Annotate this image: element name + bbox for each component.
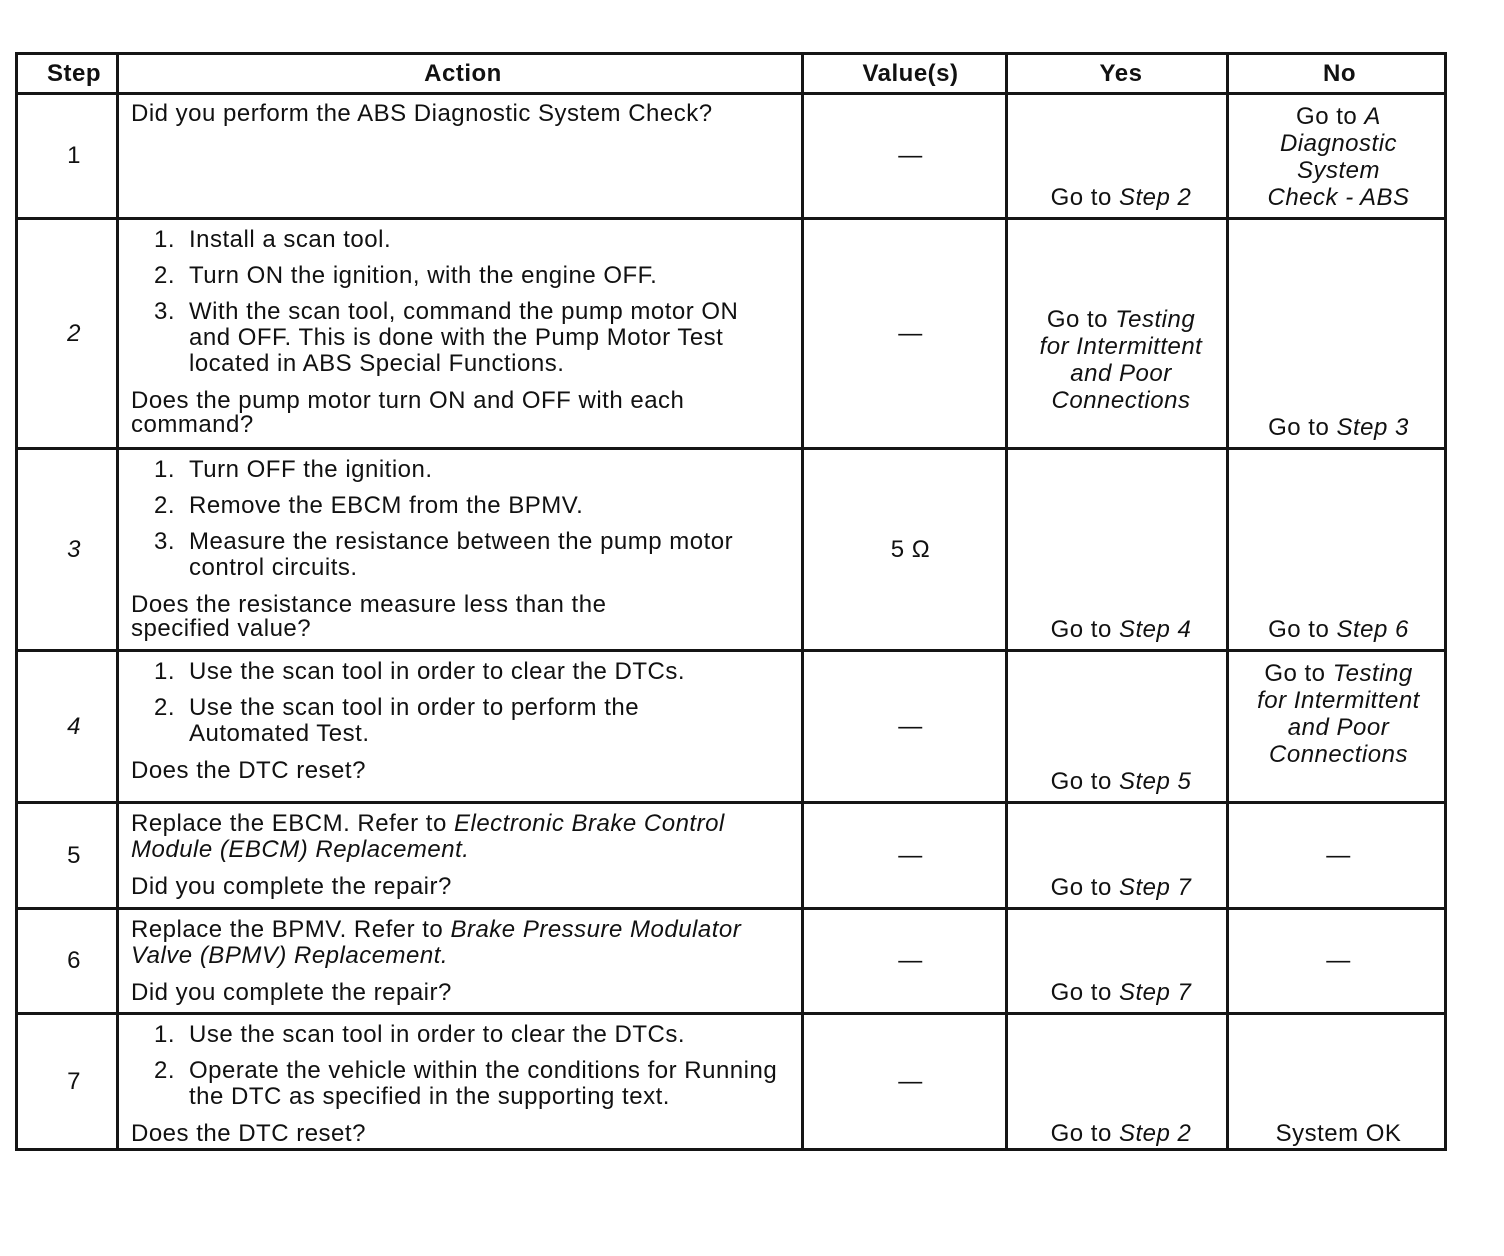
step-3-no xyxy=(1229,450,1444,649)
no-instruction xyxy=(1268,616,1409,643)
goto-prefix: Go to xyxy=(1050,874,1112,901)
text-line: Remove the EBCM from the BPMV. xyxy=(189,492,584,519)
step-reference: Step 7 xyxy=(1118,979,1192,1006)
goto-prefix: Go to xyxy=(1050,979,1112,1006)
list-text xyxy=(189,227,391,253)
question-line: Does the DTC reset? xyxy=(131,757,366,784)
goto-prefix: Go to xyxy=(1268,414,1330,441)
procedure-reference: Electronic Brake Control xyxy=(453,810,725,837)
list-item xyxy=(154,299,793,377)
list-item xyxy=(154,493,793,519)
step-6-question xyxy=(131,981,793,1005)
step-2-yes xyxy=(1008,220,1226,447)
step-6-number: 6 xyxy=(18,910,116,1012)
question-line: Does the resistance measure less than the xyxy=(131,591,607,618)
text-line: the DTC as specified in the supporting text. xyxy=(189,1083,670,1110)
step-reference: Step 5 xyxy=(1118,768,1192,795)
list-text xyxy=(189,1022,685,1048)
step-7-list xyxy=(131,1022,793,1110)
step-2-value: — xyxy=(804,220,1005,447)
step-5-instruction xyxy=(131,811,793,863)
goto-prefix: Go to xyxy=(1296,103,1358,130)
step-2-action xyxy=(119,220,801,447)
yes-instruction xyxy=(1051,874,1192,901)
yes-instruction xyxy=(1051,768,1192,795)
step-2-list xyxy=(131,227,793,377)
text-line xyxy=(131,943,793,969)
list-number: 1. xyxy=(154,658,176,685)
text-line: Turn ON the ignition, with the engine OFF. xyxy=(189,262,658,289)
list-text xyxy=(189,659,685,685)
list-item xyxy=(154,695,793,747)
list-number: 3. xyxy=(154,298,176,325)
step-5-no: — xyxy=(1229,804,1444,907)
step-2-question xyxy=(131,389,793,437)
yes-instruction xyxy=(1051,979,1192,1006)
text-line: Install a scan tool. xyxy=(189,226,392,253)
question-line: Did you complete the repair? xyxy=(131,979,452,1006)
question-line: Did you complete the repair? xyxy=(131,873,452,900)
list-item xyxy=(154,1022,793,1048)
step-3-number: 3 xyxy=(18,450,116,649)
text-line xyxy=(131,811,793,837)
header-no: No xyxy=(1229,55,1444,92)
step-7-value: — xyxy=(804,1015,1005,1148)
step-6-action xyxy=(119,910,801,1012)
step-3-question xyxy=(131,593,793,641)
question-line: command? xyxy=(131,411,254,438)
goto-prefix: Go to xyxy=(1050,768,1112,795)
no-instruction xyxy=(1264,103,1414,211)
step-7-number: 7 xyxy=(18,1015,116,1148)
instruction-text: Replace the EBCM. Refer to xyxy=(131,810,447,837)
list-number: 2. xyxy=(154,262,176,289)
step-3-yes xyxy=(1008,450,1226,649)
step-4-number: 4 xyxy=(18,652,116,801)
list-number: 2. xyxy=(154,694,176,721)
text-line xyxy=(131,917,793,943)
yes-instruction xyxy=(1051,616,1192,643)
header-action: Action xyxy=(119,55,801,92)
header-step: Step xyxy=(18,55,116,92)
step-4-yes xyxy=(1008,652,1226,801)
goto-prefix: Go to xyxy=(1268,616,1330,643)
list-text xyxy=(189,1058,777,1110)
text-line: Use the scan tool in order to perform the xyxy=(189,694,640,721)
yes-instruction xyxy=(1051,184,1192,211)
header-yes: Yes xyxy=(1008,55,1226,92)
step-1-no xyxy=(1229,95,1444,217)
list-number: 1. xyxy=(154,456,176,483)
goto-prefix: Go to xyxy=(1264,660,1326,687)
question-line: specified value? xyxy=(131,615,312,642)
list-number: 1. xyxy=(154,226,176,253)
header-values: Value(s) xyxy=(804,55,1005,92)
text-line: located in ABS Special Functions. xyxy=(189,350,565,377)
text-line: Measure the resistance between the pump motor xyxy=(189,528,734,555)
step-reference: Step 4 xyxy=(1118,616,1192,643)
goto-prefix: Go to xyxy=(1050,184,1112,211)
step-reference: Step 2 xyxy=(1118,1120,1192,1147)
list-text xyxy=(189,263,657,289)
step-4-list xyxy=(131,659,793,747)
step-6-yes xyxy=(1008,910,1226,1012)
list-text xyxy=(189,457,433,483)
list-item xyxy=(154,227,793,253)
step-7-yes xyxy=(1008,1015,1226,1148)
step-4-question xyxy=(131,759,793,783)
list-item xyxy=(154,457,793,483)
step-1-value: — xyxy=(804,95,1005,217)
step-reference: Step 3 xyxy=(1336,414,1409,441)
question-line: Does the DTC reset? xyxy=(131,1120,366,1147)
step-3-value: 5 Ω xyxy=(804,450,1005,649)
list-text xyxy=(189,695,639,747)
list-text xyxy=(189,493,583,519)
list-text xyxy=(189,529,733,581)
step-3-action xyxy=(119,450,801,649)
step-reference: Step 7 xyxy=(1118,874,1192,901)
step-5-question xyxy=(131,875,793,899)
step-3-list xyxy=(131,457,793,581)
question-line: Did you perform the ABS Diagnostic System Check? xyxy=(131,100,713,127)
list-number: 2. xyxy=(154,492,176,519)
step-6-value: — xyxy=(804,910,1005,1012)
procedure-reference: Testing for Intermittent and Poor Connections xyxy=(1039,306,1203,414)
instruction-text: Replace the BPMV. Refer to xyxy=(131,916,444,943)
step-5-action xyxy=(119,804,801,907)
procedure-reference: Brake Pressure Modulator xyxy=(450,916,742,943)
step-reference: Step 2 xyxy=(1118,184,1192,211)
yes-instruction xyxy=(1033,306,1209,414)
procedure-reference: A Diagnostic System Check - ABS xyxy=(1267,103,1410,211)
text-line: control circuits. xyxy=(189,554,358,581)
step-5-number: 5 xyxy=(18,804,116,907)
step-7-no xyxy=(1229,1015,1444,1148)
text-line xyxy=(131,837,793,863)
step-1-question xyxy=(131,102,793,126)
step-1-yes xyxy=(1008,95,1226,217)
list-item xyxy=(154,1058,793,1110)
question-line: Does the pump motor turn ON and OFF with each xyxy=(131,387,685,414)
diagnostic-table xyxy=(15,52,1447,1151)
text-line: Turn OFF the ignition. xyxy=(189,456,433,483)
text-line: Use the scan tool in order to clear the DTCs. xyxy=(189,658,686,685)
step-6-no: — xyxy=(1229,910,1444,1012)
text-line: Automated Test. xyxy=(189,720,370,747)
goto-prefix: Go to xyxy=(1050,1120,1112,1147)
list-number: 2. xyxy=(154,1057,176,1084)
step-2-no xyxy=(1229,220,1444,447)
step-4-no xyxy=(1229,652,1444,801)
text-line: Use the scan tool in order to clear the DTCs. xyxy=(189,1021,686,1048)
step-7-action xyxy=(119,1015,801,1148)
list-item xyxy=(154,529,793,581)
yes-instruction xyxy=(1051,1120,1192,1147)
step-5-yes xyxy=(1008,804,1226,907)
no-result: System OK xyxy=(1275,1120,1402,1147)
step-reference: Step 6 xyxy=(1336,616,1409,643)
no-instruction xyxy=(1251,660,1427,768)
list-number: 3. xyxy=(154,528,176,555)
goto-prefix: Go to xyxy=(1050,616,1112,643)
list-item xyxy=(154,659,793,685)
list-text xyxy=(189,299,738,377)
procedure-reference: Module (EBCM) Replacement. xyxy=(131,836,470,863)
step-4-action xyxy=(119,652,801,801)
list-item xyxy=(154,263,793,289)
step-1-action xyxy=(119,95,801,217)
no-instruction xyxy=(1268,414,1409,441)
procedure-reference: Valve (BPMV) Replacement. xyxy=(131,942,449,969)
text-line: Operate the vehicle within the conditions for Running xyxy=(189,1057,778,1084)
goto-prefix: Go to xyxy=(1046,306,1109,333)
step-2-number: 2 xyxy=(18,220,116,447)
step-1-number: 1 xyxy=(18,95,116,217)
step-5-value: — xyxy=(804,804,1005,907)
text-line: With the scan tool, command the pump motor ON xyxy=(189,298,739,325)
step-7-question xyxy=(131,1122,793,1146)
step-4-value: — xyxy=(804,652,1005,801)
procedure-reference: Testing for Intermittent and Poor Connections xyxy=(1257,660,1420,768)
step-6-instruction xyxy=(131,917,793,969)
list-number: 1. xyxy=(154,1021,176,1048)
text-line: and OFF. This is done with the Pump Motor Test xyxy=(189,324,724,351)
